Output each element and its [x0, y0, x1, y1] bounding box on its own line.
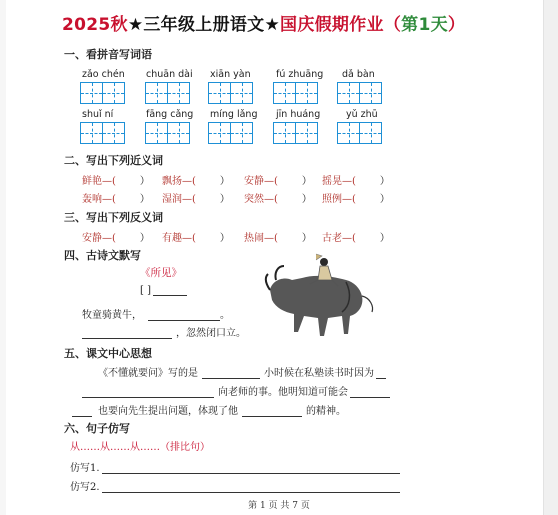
- page-left-margin: [0, 0, 6, 515]
- theme-line-3[interactable]: 也要向先生提出问题，体现了他 的精神。: [72, 402, 346, 417]
- worksheet-title: [62, 10, 465, 35]
- star-icon: ★: [127, 15, 144, 35]
- section-heading-imitation: 六、句子仿写: [64, 422, 130, 435]
- antonym-item: 安静—( ）: [82, 233, 150, 244]
- imitation-line-2[interactable]: 仿写2.: [70, 478, 400, 493]
- pinyin-label: zǎo chén: [82, 69, 125, 80]
- scrollbar[interactable]: [543, 0, 558, 515]
- writing-grid[interactable]: [145, 82, 189, 104]
- section-heading-poem: 四、古诗文默写: [64, 249, 141, 262]
- star-icon: ★: [264, 15, 281, 35]
- pinyin-label: xiān yàn: [210, 69, 251, 80]
- title-grade: 三年级上册语文: [143, 15, 265, 35]
- pinyin-label: fāng cǎng: [146, 109, 194, 120]
- theme-line-1[interactable]: 《不懂就要问》写的是 小时候在私塾读书时因为: [98, 364, 386, 379]
- writing-grid[interactable]: [273, 122, 317, 144]
- title-paren: （: [383, 15, 402, 35]
- synonym-item: 轰响—( ）: [82, 194, 150, 205]
- pinyin-label: chuān dài: [146, 69, 193, 80]
- pinyin-label: yǔ zhū: [346, 109, 378, 120]
- synonym-item: 摇晃—( ）: [322, 176, 390, 187]
- writing-grid[interactable]: [208, 82, 252, 104]
- synonym-item: 鲜艳—( ）: [82, 176, 150, 187]
- writing-grid[interactable]: [80, 122, 124, 144]
- pinyin-label: dǎ bàn: [342, 69, 375, 80]
- antonym-item: 热闹—( ）: [244, 233, 312, 244]
- writing-grid[interactable]: [337, 82, 381, 104]
- section-heading-pinyin: 一、看拼音写词语: [64, 48, 152, 61]
- synonym-item: 安静—( ）: [244, 176, 312, 187]
- theme-line-2[interactable]: 向老师的事。他明知道可能会: [82, 383, 390, 398]
- writing-grid[interactable]: [273, 82, 317, 104]
- writing-grid[interactable]: [337, 122, 381, 144]
- synonym-item: 飘扬—( ）: [162, 176, 230, 187]
- poem-line-2[interactable]: ，忽然闭口立。: [82, 324, 246, 339]
- pinyin-label: fú zhuāng: [276, 69, 324, 80]
- synonym-item: 突然—( ）: [244, 194, 312, 205]
- sentence-pattern: 从……从……从……（排比句）: [70, 442, 210, 453]
- writing-grid[interactable]: [208, 122, 252, 144]
- title-paren: ）: [447, 15, 466, 35]
- pinyin-label: jīn huáng: [276, 109, 321, 120]
- synonym-item: 照例—( ）: [322, 194, 390, 205]
- title-day: 第1天: [401, 15, 448, 35]
- pinyin-label: míng lǎng: [210, 109, 258, 120]
- antonym-item: 有趣—( ）: [162, 233, 230, 244]
- title-holiday: 国庆假期作业: [280, 15, 384, 35]
- section-heading-theme: 五、课文中心思想: [64, 347, 152, 360]
- title-year: 2025秋: [62, 15, 128, 35]
- imitation-line-1[interactable]: 仿写1.: [70, 459, 400, 474]
- poem-line-1[interactable]: 牧童骑黄牛， 。: [82, 310, 230, 321]
- poem-author-blank[interactable]: [ ]: [140, 285, 187, 296]
- buffalo-illustration: [262, 250, 380, 340]
- synonym-item: 湿润—( ）: [162, 194, 230, 205]
- section-heading-antonyms: 三、写出下列反义词: [64, 211, 163, 224]
- page-number: 第 1 页 共 7 页: [248, 501, 310, 511]
- poem-title: 《所见》: [140, 267, 182, 279]
- section-heading-synonyms: 二、写出下列近义词: [64, 154, 163, 167]
- antonym-item: 古老—( ）: [322, 233, 390, 244]
- writing-grid[interactable]: [80, 82, 124, 104]
- pinyin-label: shuǐ ní: [82, 109, 114, 120]
- writing-grid[interactable]: [145, 122, 189, 144]
